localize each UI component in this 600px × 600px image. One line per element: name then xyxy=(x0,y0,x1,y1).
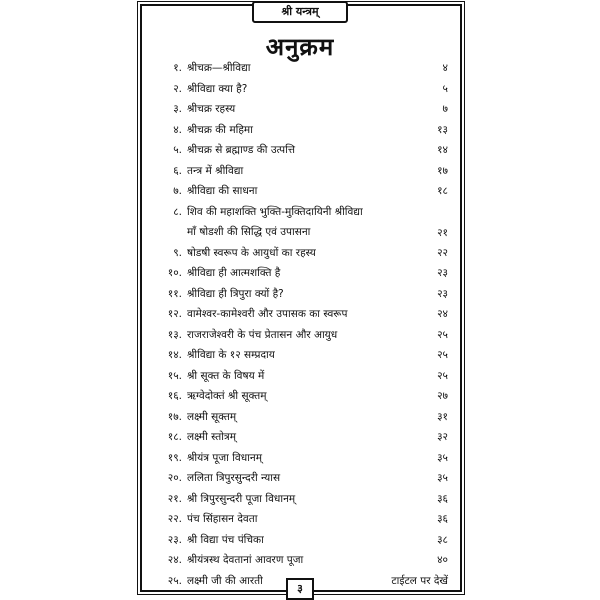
entry-number: १२. xyxy=(167,308,182,320)
entry-page: ३५ xyxy=(437,472,448,484)
entry-number: ६. xyxy=(173,164,182,177)
entry-title xyxy=(187,202,386,242)
entry-number: ४. xyxy=(173,123,182,136)
entry-title: पंच सिंहासन देवता xyxy=(187,513,258,525)
toc-entry xyxy=(156,304,448,325)
entry-page: २३ xyxy=(437,267,448,279)
entry-page: १४ xyxy=(437,144,448,156)
entry-number: ७. xyxy=(173,185,182,197)
entry-title: तन्त्र में श्रीविद्या xyxy=(187,164,244,177)
entry-title-line-1: शिव की महाशक्ति भुक्ति-मुक्तिदायिनी श्रीविद्या xyxy=(187,205,363,218)
entry-number: ३. xyxy=(173,103,182,115)
entry-page: टाईटल पर देखें xyxy=(391,574,448,587)
entry-title: श्रीचक्र रहस्य xyxy=(187,103,236,115)
entry-page: २५ xyxy=(437,328,448,341)
entry-page: २४ xyxy=(437,308,448,320)
toc-entry xyxy=(156,202,448,243)
entry-title: लक्ष्मी जी की आरती xyxy=(187,574,263,587)
entry-title-line-2: माँ षोडशी की सिद्धि एवं उपासना xyxy=(187,225,311,238)
toc-entry xyxy=(156,263,448,284)
entry-page: २१ xyxy=(437,226,448,239)
running-header: श्री यन्त्रम् xyxy=(252,1,348,23)
entry-number: १६. xyxy=(167,390,182,402)
toc-entry xyxy=(156,530,448,551)
entry-title: ऋग्वेदोक्तं श्री सूक्तम् xyxy=(187,390,267,402)
toc-entry xyxy=(156,325,448,346)
table-of-contents xyxy=(156,58,448,591)
entry-title: राजराजेश्वरी के पंच प्रेतासन और आयुध xyxy=(187,328,338,341)
entry-number: २०. xyxy=(167,472,182,484)
entry-page: ४० xyxy=(437,554,448,566)
entry-number: ११. xyxy=(167,287,182,300)
entry-title: श्री सूक्त के विषय में xyxy=(187,369,265,382)
entry-number: २४. xyxy=(167,554,182,566)
entry-title: लक्ष्मी सूक्तम् xyxy=(187,410,237,423)
toc-entry xyxy=(156,161,448,182)
entry-number: ८. xyxy=(173,205,182,218)
entry-page: ७ xyxy=(442,103,448,115)
toc-entry xyxy=(156,448,448,469)
entry-number: १३. xyxy=(167,328,182,341)
entry-page: ४ xyxy=(442,62,448,74)
entry-number: १४. xyxy=(167,349,182,361)
entry-title: लक्ष्मी स्तोत्रम् xyxy=(187,431,236,443)
toc-entry xyxy=(156,386,448,407)
toc-entry xyxy=(156,58,448,79)
entry-number: ५. xyxy=(173,144,182,156)
page-title: अनुक्रम xyxy=(265,33,335,61)
entry-title: श्रीचक्र की महिमा xyxy=(187,123,253,136)
toc-entry xyxy=(156,99,448,120)
entry-number: २१. xyxy=(167,492,182,505)
toc-entry xyxy=(156,345,448,366)
page-number: ३ xyxy=(286,578,314,600)
toc-entry xyxy=(156,407,448,428)
entry-title: श्रीविद्या ही त्रिपुरा क्यों है? xyxy=(187,287,284,300)
entry-number: ९. xyxy=(173,246,182,259)
toc-entry xyxy=(156,366,448,387)
entry-number: १. xyxy=(173,62,182,74)
entry-page: १८ xyxy=(437,185,448,197)
toc-entry xyxy=(156,140,448,161)
entry-title: श्रीविद्या के १२ सम्प्रदाय xyxy=(187,349,275,361)
toc-entry xyxy=(156,489,448,510)
toc-entry xyxy=(156,550,448,571)
entry-number: १७. xyxy=(167,410,182,423)
entry-title: श्री विद्या पंच पंचिका xyxy=(187,533,264,546)
entry-number: १५. xyxy=(167,369,182,382)
entry-title: श्री त्रिपुरसुन्दरी पूजा विधानम् xyxy=(187,492,296,505)
entry-number: १०. xyxy=(167,267,182,279)
entry-title: श्रीचक्र—श्रीविद्या xyxy=(187,62,251,74)
entry-page: १७ xyxy=(437,164,448,177)
entry-number: २५. xyxy=(167,574,182,587)
entry-page: ३५ xyxy=(437,451,448,464)
entry-number: २. xyxy=(173,82,182,95)
toc-entry xyxy=(156,509,448,530)
toc-entry xyxy=(156,468,448,489)
entry-page: ३६ xyxy=(437,492,448,505)
entry-title: वामेश्वर-कामेश्वरी और उपासक का स्वरूप xyxy=(187,308,348,320)
entry-page: २७ xyxy=(437,390,448,402)
entry-page: ५ xyxy=(442,82,448,95)
toc-entry xyxy=(156,120,448,141)
entry-number: २२. xyxy=(167,513,182,525)
entry-page: २३ xyxy=(437,287,448,300)
entry-number: १८. xyxy=(167,431,182,443)
toc-entry xyxy=(156,79,448,100)
toc-entry xyxy=(156,284,448,305)
toc-entry xyxy=(156,243,448,264)
toc-entry xyxy=(156,181,448,202)
entry-number: २३. xyxy=(167,533,182,546)
entry-title: श्रीविद्या ही आत्मशक्ति है xyxy=(187,267,281,279)
entry-page: ३२ xyxy=(437,431,448,443)
entry-title: श्रीचक्र से ब्रह्माण्ड की उत्पत्ति xyxy=(187,144,296,156)
entry-title: श्रीयंत्र पूजा विधानम् xyxy=(187,451,263,464)
entry-page: २५ xyxy=(437,349,448,361)
entry-page: १३ xyxy=(437,123,448,136)
entry-title: श्रीयंत्रस्थ देवतानां आवरण पूजा xyxy=(187,554,304,566)
toc-entry xyxy=(156,427,448,448)
entry-page: २५ xyxy=(437,369,448,382)
entry-number: १९. xyxy=(167,451,182,464)
entry-page: ३८ xyxy=(437,533,448,546)
entry-title: षोडषी स्वरूप के आयुधों का रहस्य xyxy=(187,246,316,259)
entry-title: ललिता त्रिपुरसुन्दरी न्यास xyxy=(187,472,281,484)
entry-page: ३१ xyxy=(437,410,448,423)
entry-title: श्रीविद्या क्या है? xyxy=(187,82,248,95)
entry-title: श्रीविद्या की साधना xyxy=(187,185,258,197)
entry-page: २२ xyxy=(437,246,448,259)
entry-page: ३६ xyxy=(437,513,448,525)
